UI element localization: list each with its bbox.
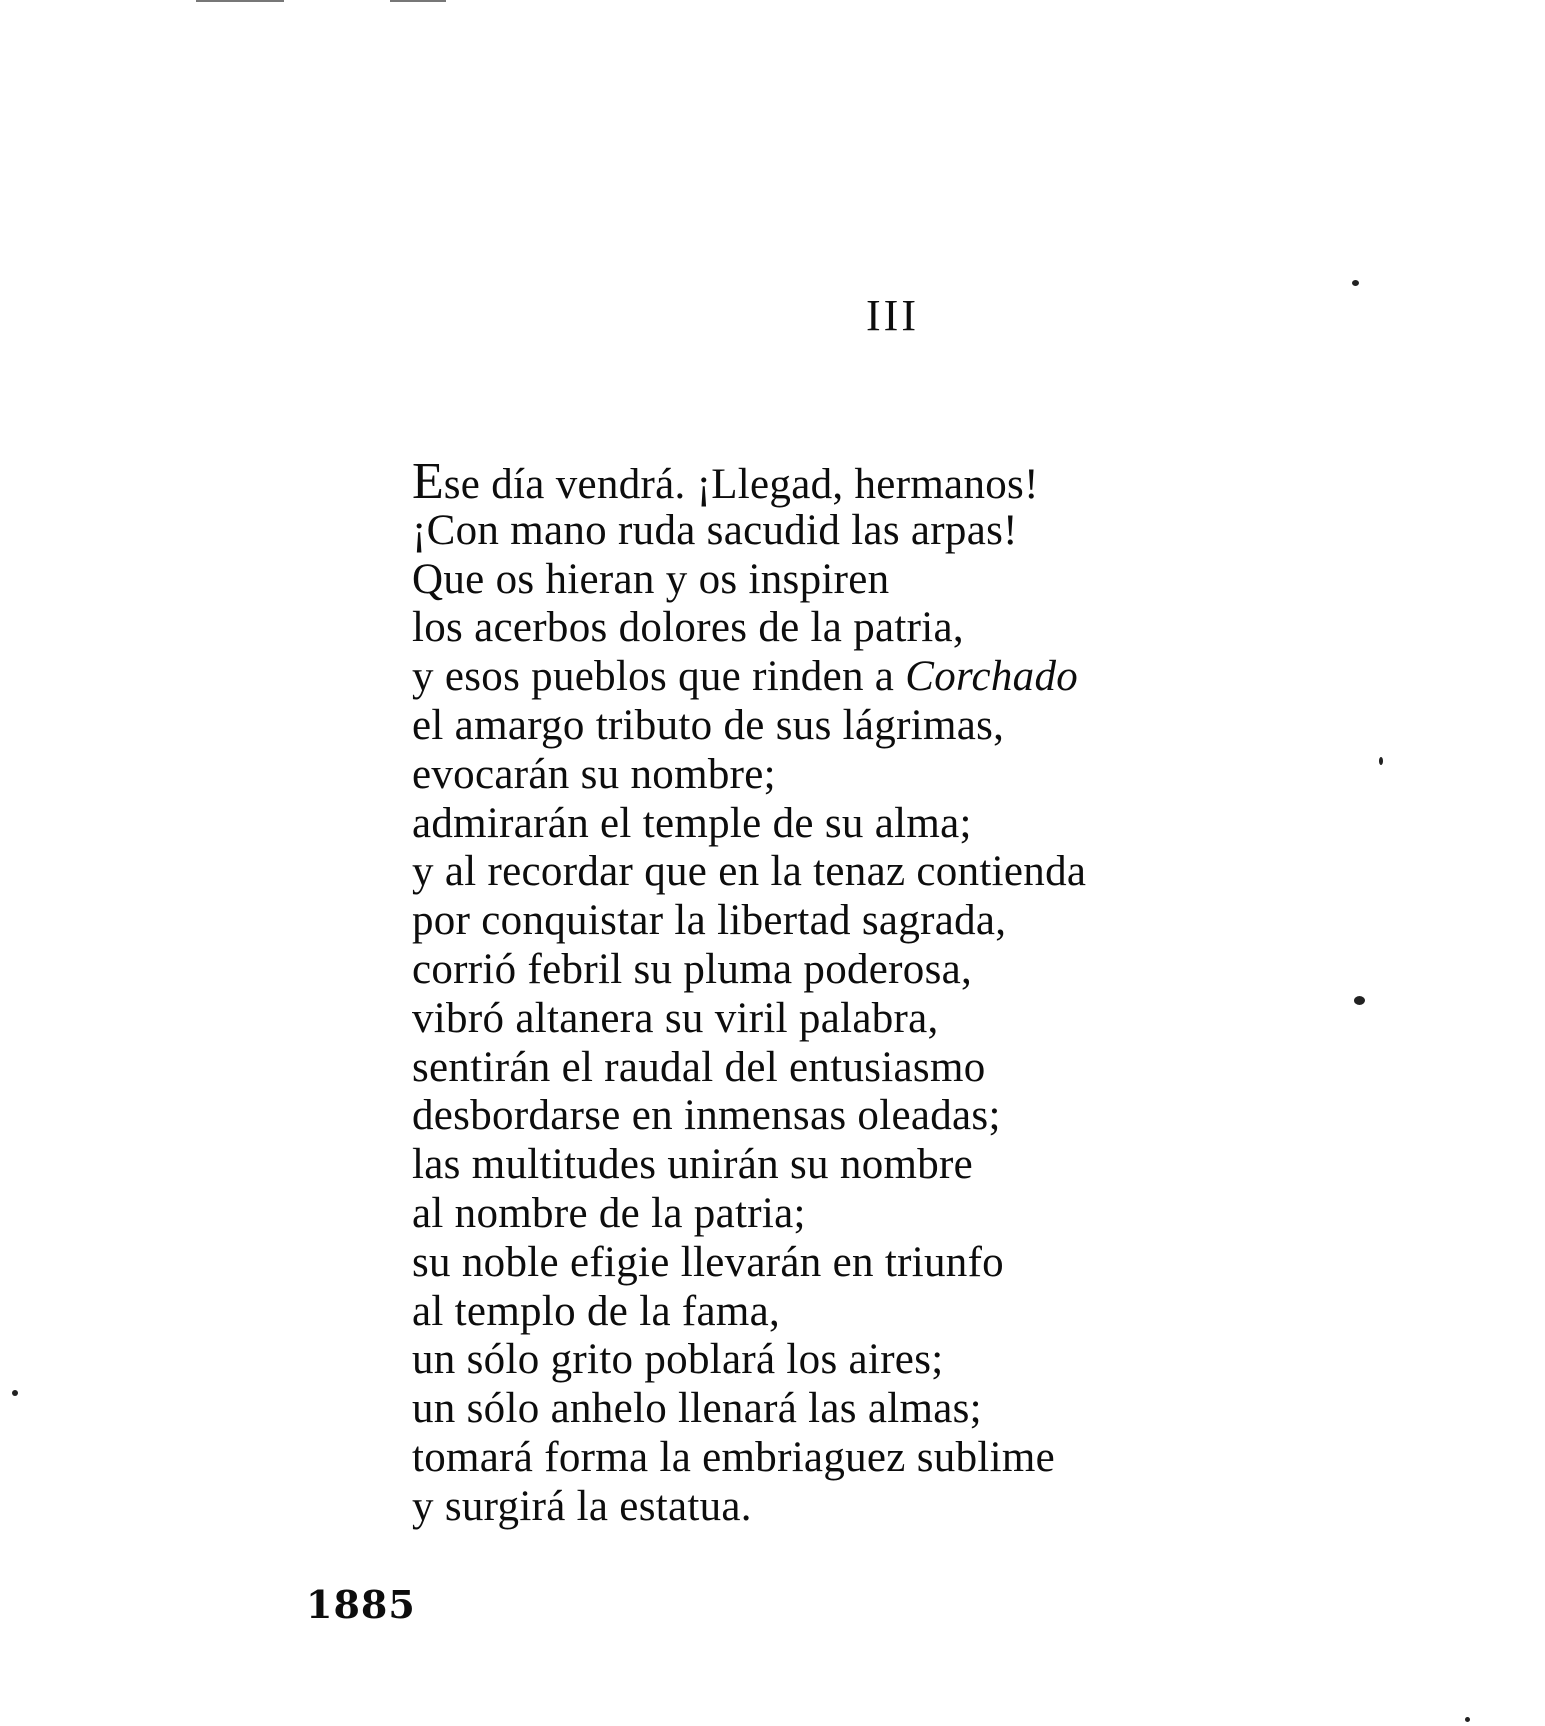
verse-line: corrió febril su pluma poderosa, (412, 945, 973, 993)
verse-line: sentirán el raudal del entusiasmo (412, 1043, 986, 1091)
year: 1885 (306, 1582, 416, 1627)
verse-line: el amargo tributo de sus lágrimas, (412, 701, 1005, 749)
verse-line: un sólo grito poblará los aires; (412, 1336, 944, 1384)
drop-cap: E (412, 453, 444, 510)
verse-line: y surgirá la estatua. (412, 1482, 752, 1530)
verse-line: por conquistar la libertad sagrada, (412, 897, 1007, 945)
scan-speck (1352, 280, 1359, 286)
proper-name: Corchado (905, 653, 1079, 701)
verse-line: desbordarse en inmensas oleadas; (412, 1092, 1001, 1140)
verse-line: Que os hieran y os inspiren (412, 555, 890, 603)
scan-speck (1354, 996, 1365, 1005)
scan-speck (1379, 757, 1383, 765)
scan-artifact (196, 0, 284, 2)
scan-artifact (390, 0, 446, 2)
verse-line: las multitudes unirán su nombre (412, 1141, 974, 1189)
verse-line: al templo de la fama, (412, 1287, 781, 1335)
verse-line: Ese día vendrá. ¡Llegad, hermanos! (412, 453, 1039, 510)
scan-speck (12, 1390, 18, 1396)
verse-line: tomará forma la embriaguez sublime (412, 1433, 1056, 1481)
verse-line: admirarán el temple de su alma; (412, 799, 972, 847)
verse-line: evocarán su nombre; (412, 750, 776, 798)
verse-line: y al recordar que en la tenaz contienda (412, 848, 1087, 896)
verse-line: al nombre de la patria; (412, 1189, 806, 1237)
verse-line: vibró altanera su viril palabra, (412, 994, 939, 1042)
verse-line: los acerbos dolores de la patria, (412, 604, 964, 652)
verse-line: un sólo anhelo llenará las almas; (412, 1385, 982, 1433)
poem (412, 453, 1412, 1532)
section-number: III (866, 291, 919, 340)
verse-line: y esos pueblos que rinden a Corchado (412, 653, 1079, 701)
scan-speck (1465, 1717, 1470, 1722)
verse-line: su noble efigie llevarán en triunfo (412, 1238, 1004, 1286)
verse-line: ¡Con mano ruda sacudid las arpas! (412, 506, 1018, 554)
